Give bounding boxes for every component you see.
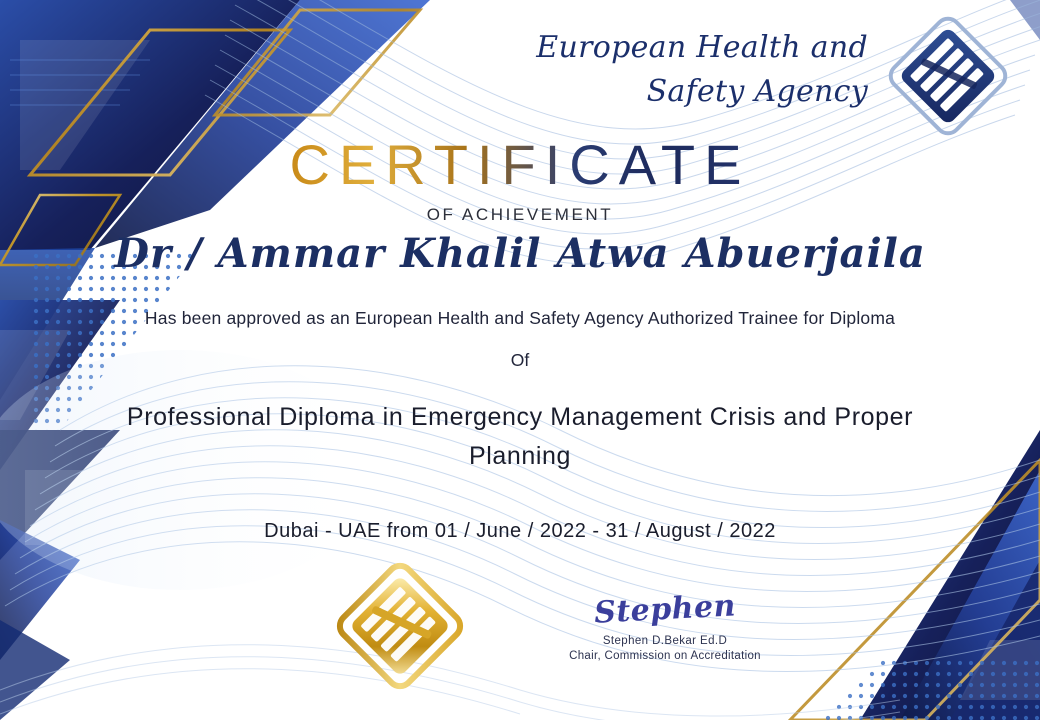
diploma-title: Professional Diploma in Emergency Management Crisis and Proper Planning bbox=[126, 403, 914, 470]
of-label: Of bbox=[510, 350, 530, 370]
gold-seal-icon bbox=[332, 562, 472, 692]
certificate-subtitle: OF ACHIEVEMENT bbox=[426, 205, 614, 224]
recipient-name: Dr / Ammar Khalil Atwa Abuerjaila bbox=[114, 230, 926, 277]
signatory-name: Stephen D.Bekar Ed.D bbox=[602, 635, 728, 647]
agency-name-line2: Safety Agency bbox=[646, 73, 868, 109]
approval-statement: Has been approved as an European Health and Safety Agency Authorized Trainee for Diploma bbox=[144, 308, 896, 328]
signature-block bbox=[540, 588, 790, 662]
signatory-role: Chair, Commission on Accreditation bbox=[569, 650, 761, 662]
location-date-line: Dubai - UAE from 01 / June / 2022 - 31 / August / 2022 bbox=[264, 520, 776, 542]
agency-emblem-icon bbox=[878, 16, 1018, 136]
agency-name-line1: European Health and bbox=[536, 30, 868, 65]
signature-script: Stephen bbox=[593, 588, 737, 631]
agency-name bbox=[448, 26, 868, 113]
